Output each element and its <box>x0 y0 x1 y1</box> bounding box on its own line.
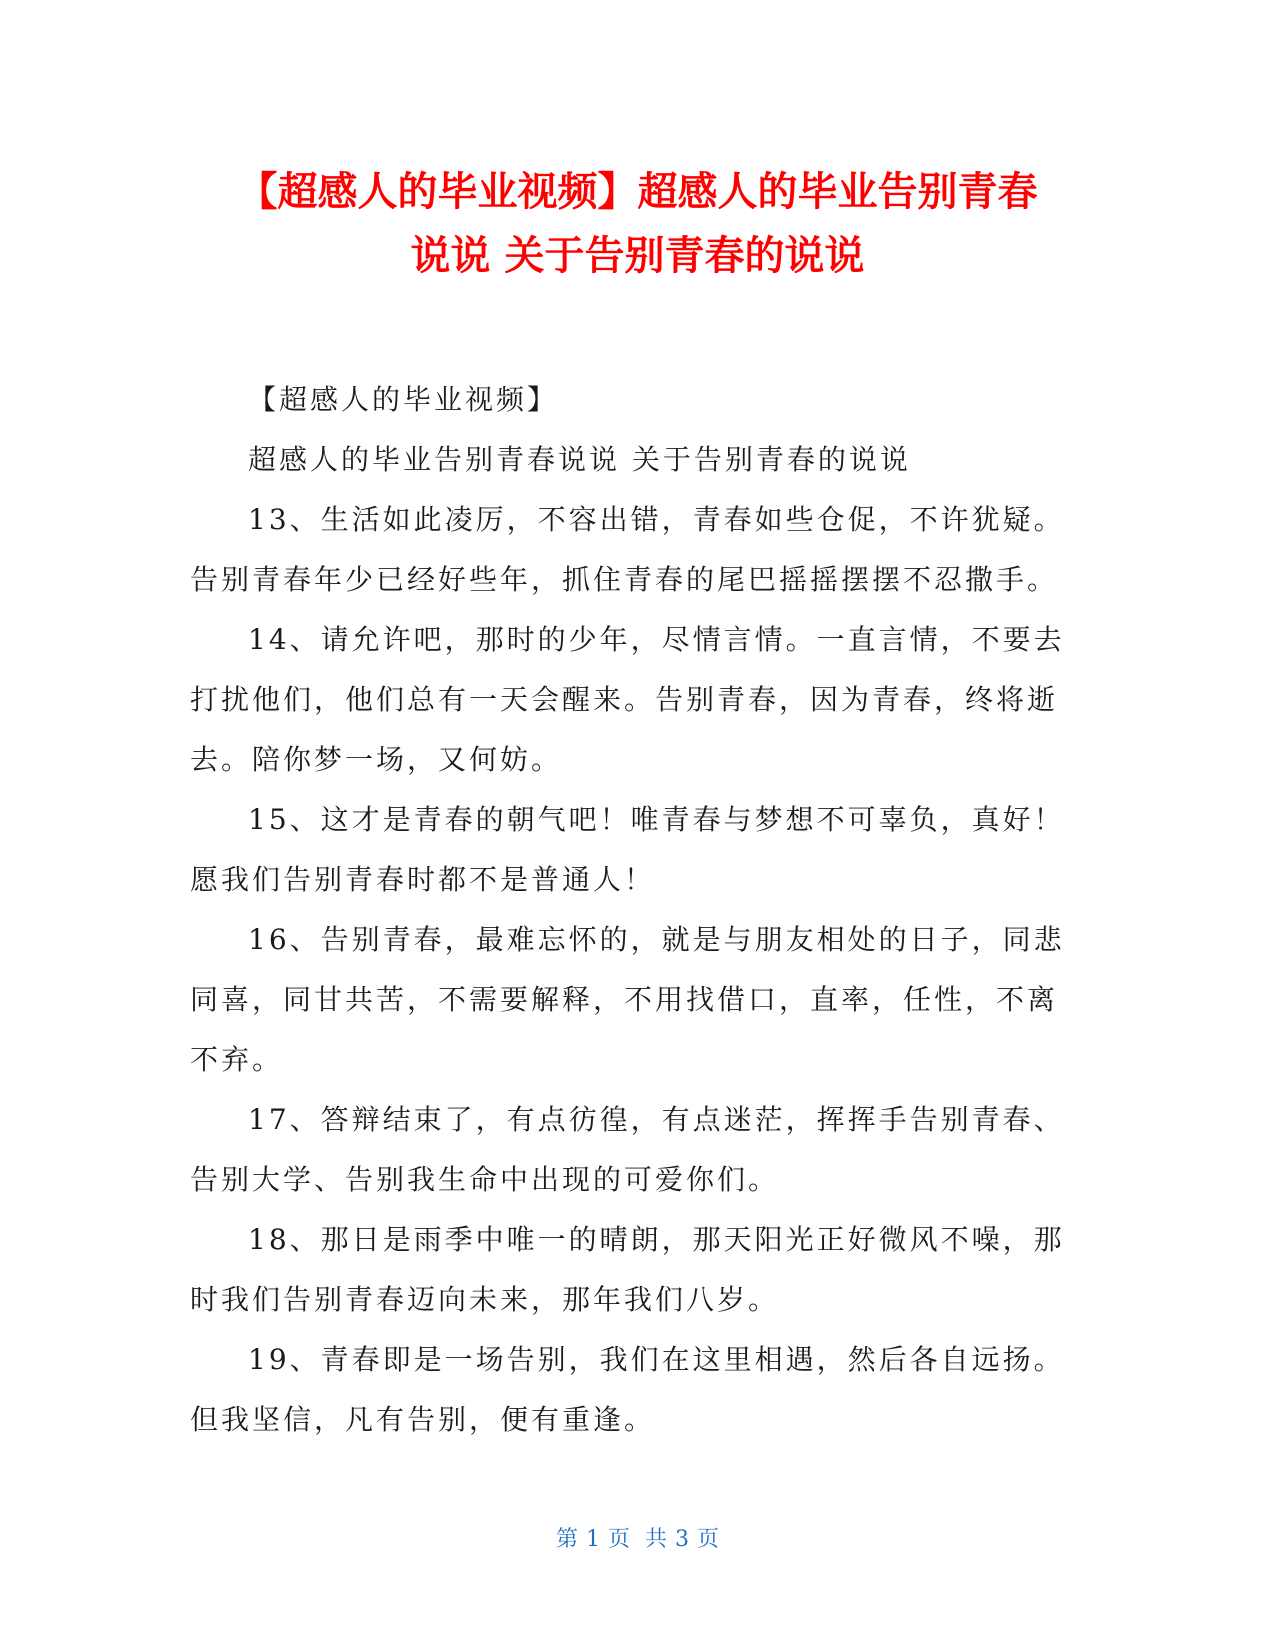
page-footer <box>0 1522 1275 1553</box>
paragraph-15: 15、这才是青春的朝气吧！唯青春与梦想不可辜负，真好！愿我们告别青春时都不是普通人！ <box>190 803 1065 896</box>
title-line-1: 【超感人的毕业视频】超感人的毕业告别青春 <box>237 169 1038 215</box>
paragraph-13: 13、生活如此凌厉，不容出错，青春如些仓促，不许犹疑。告别青春年少已经好些年，抓住青春的尾巴摇摇摆摆不忍撒手。 <box>190 503 1065 596</box>
footer-prefix: 第 <box>555 1527 578 1552</box>
paragraph-17: 17、答辩结束了，有点彷徨，有点迷茫，挥挥手告别青春、告别大学、告别我生命中出现的可爱你们。 <box>190 1103 1065 1196</box>
footer-total-pages: 3 <box>675 1527 689 1552</box>
footer-mid: 页 共 <box>608 1527 667 1552</box>
paragraph-16: 16、告别青春，最难忘怀的，就是与朋友相处的日子，同悲同喜，同甘共苦，不需要解释，不用找借口，直率，任性，不离不弃。 <box>190 923 1065 1076</box>
document-title <box>185 160 1090 288</box>
paragraph-subtitle: 超感人的毕业告别青春说说 关于告别青春的说说 <box>248 443 911 476</box>
footer-suffix: 页 <box>697 1527 720 1552</box>
paragraph-14: 14、请允许吧，那时的少年，尽情言情。一直言情，不要去打扰他们，他们总有一天会醒来。告别青春，因为青春，终将逝去。陪你梦一场，又何妨。 <box>190 623 1065 776</box>
document-body <box>190 370 1070 1450</box>
title-line-2: 说说 关于告别青春的说说 <box>410 233 865 279</box>
paragraph-18: 18、那日是雨季中唯一的晴朗，那天阳光正好微风不噪，那时我们告别青春迈向未来，那年我们八岁。 <box>190 1223 1065 1316</box>
paragraph-heading: 【超感人的毕业视频】 <box>248 383 559 416</box>
footer-current-page: 1 <box>586 1527 600 1552</box>
paragraph-19: 19、青春即是一场告别，我们在这里相遇，然后各自远扬。但我坚信，凡有告别，便有重逢。 <box>190 1343 1065 1436</box>
